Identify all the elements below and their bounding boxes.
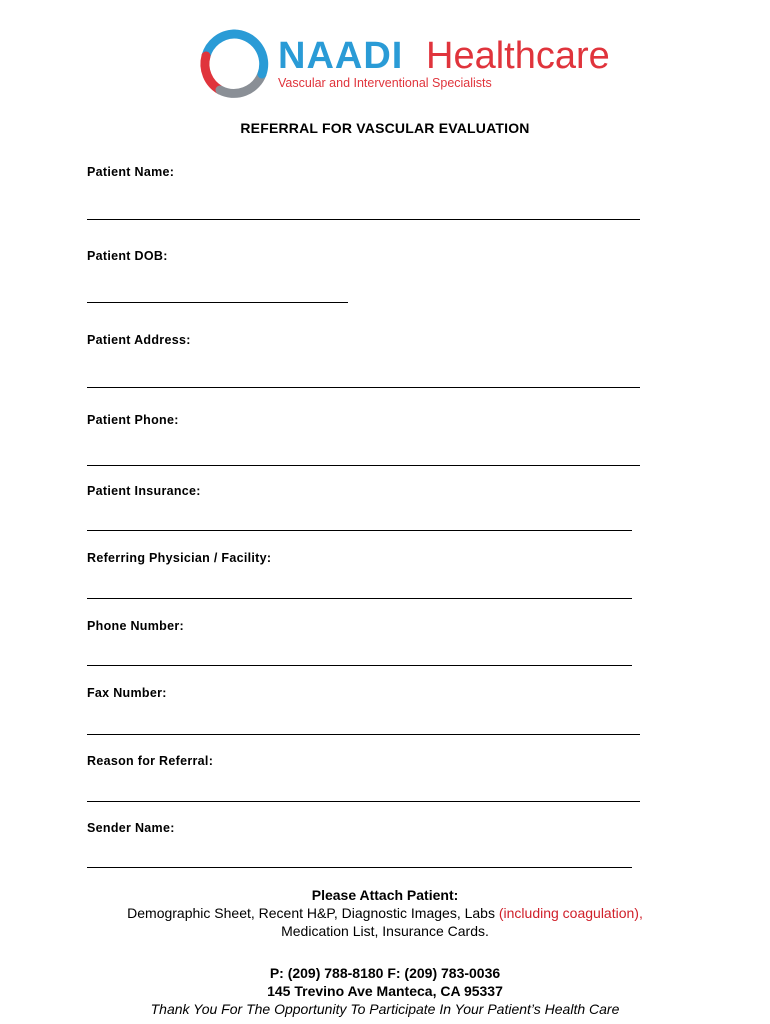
referring-physician-line[interactable]: [87, 598, 632, 599]
patient-name-label: Patient Name:: [87, 165, 175, 179]
patient-insurance-label: Patient Insurance:: [87, 484, 201, 498]
attach-instructions: [0, 904, 770, 940]
patient-phone-label: Patient Phone:: [87, 413, 179, 427]
attach-items-prefix: Demographic Sheet, Recent H&P, Diagnostic Images, Labs: [127, 905, 499, 921]
ring-logo-icon: [198, 28, 270, 100]
patient-name-line[interactable]: [87, 219, 640, 220]
coagulation-note: (including coagulation): [498, 905, 639, 921]
referring-physician-label: Referring Physician / Facility:: [87, 551, 272, 565]
fax-number-line[interactable]: [87, 734, 640, 735]
logo-name-naadi: NAADI: [278, 35, 404, 77]
fax-number-label: Fax Number:: [87, 686, 167, 700]
sender-name-label: Sender Name:: [87, 821, 175, 835]
phone-number-label: Phone Number:: [87, 619, 184, 633]
naadi-logo: [198, 28, 628, 100]
phone-number-line[interactable]: [87, 665, 632, 666]
patient-insurance-line[interactable]: [87, 530, 632, 531]
contact-phone-fax: P: (209) 788-8180 F: (209) 783-0036: [269, 965, 501, 981]
sender-name-line[interactable]: [87, 867, 632, 868]
patient-dob-line[interactable]: [87, 302, 348, 303]
reason-for-referral-label: Reason for Referral:: [87, 754, 214, 768]
reason-for-referral-line[interactable]: [87, 801, 640, 802]
patient-address-label: Patient Address:: [87, 333, 191, 347]
attach-items-suffix: ,: [638, 905, 643, 921]
patient-dob-label: Patient DOB:: [87, 249, 168, 263]
patient-address-line[interactable]: [87, 387, 640, 388]
thank-you-note: Thank You For The Opportunity To Participate In Your Patient’s Health Care: [150, 1001, 620, 1017]
logo-tagline: Vascular and Interventional Specialists: [278, 76, 492, 90]
attach-title: Please Attach Patient:: [311, 887, 459, 903]
office-address: 145 Trevino Ave Manteca, CA 95337: [267, 983, 503, 999]
logo-name-healthcare: Healthcare: [426, 35, 610, 77]
patient-phone-line[interactable]: [87, 465, 640, 466]
attach-items-line2: Medication List, Insurance Cards.: [281, 923, 489, 939]
form-title: REFERRAL FOR VASCULAR EVALUATION: [240, 120, 530, 136]
